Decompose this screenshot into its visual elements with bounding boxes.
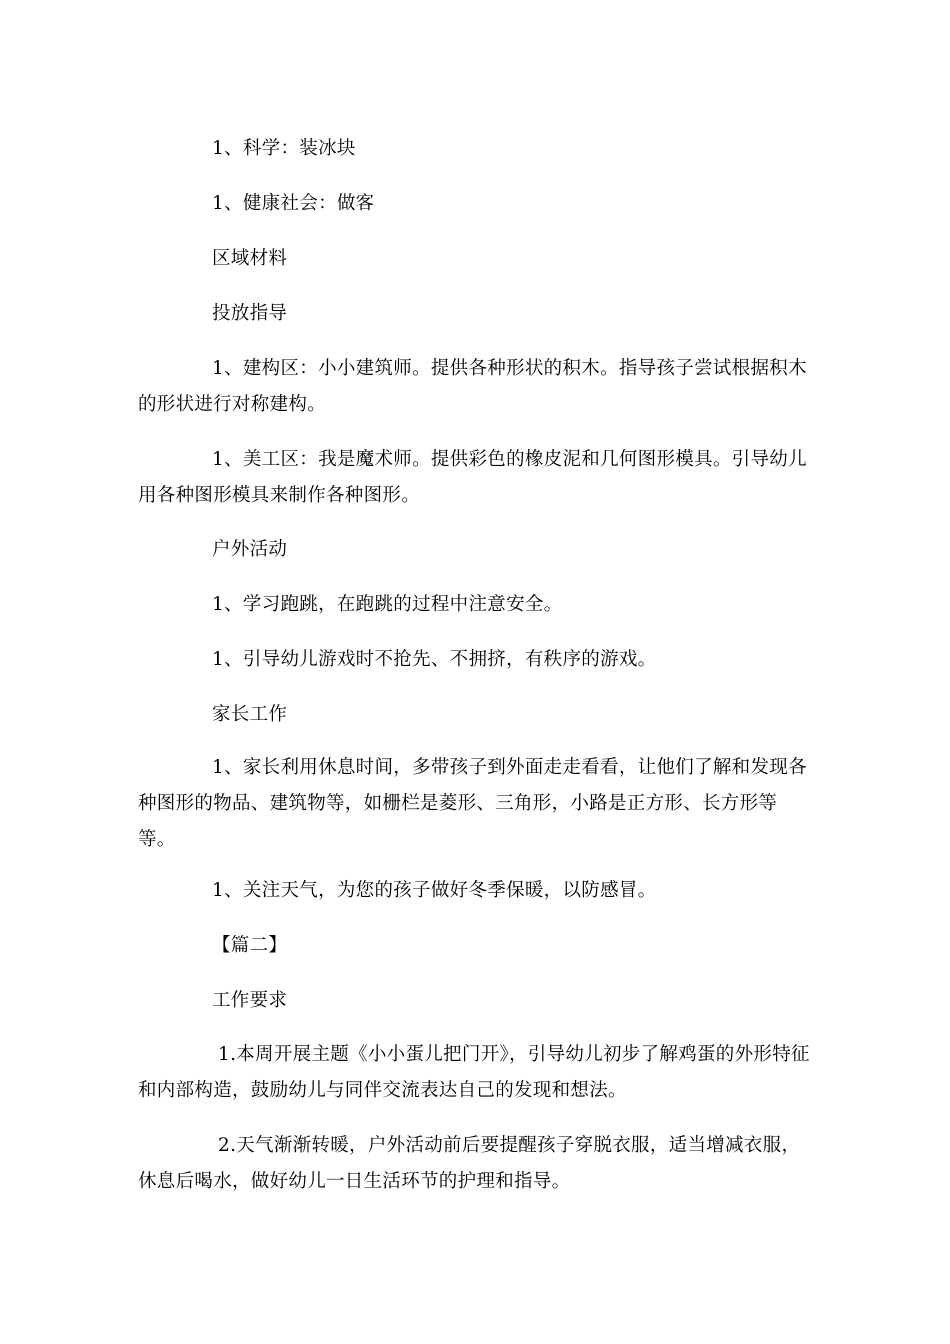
paragraph-game-order: 1、引导幼儿游戏时不抢先、不拥挤，有秩序的游戏。 <box>212 649 657 670</box>
paragraph-construction-area: 1、建构区：小小建筑师。提供各种形状的积木。指导孩子尝试根据积木的形状进行对称建构。 <box>138 358 807 415</box>
paragraph-running-jumping: 1、学习跑跳，在跑跳的过程中注意安全。 <box>212 594 563 615</box>
section-heading-outdoor: 户外活动 <box>212 539 288 560</box>
paragraph-warm-weather: 2.天气渐渐转暖，户外活动前后要提醒孩子穿脱衣服，适当增减衣服，休息后喝水，做好幼儿一日生活环节的护理和指导。 <box>138 1135 801 1192</box>
paragraph-art-area: 1、美工区：我是魔术师。提供彩色的橡皮泥和几何图形模具。引导幼儿用各种图形模具来制作各种图形。 <box>138 449 807 506</box>
section-heading-guidance: 投放指导 <box>212 303 288 324</box>
paragraph-theme-egg: 1.本周开展主题《小小蛋儿把门开》，引导幼儿初步了解鸡蛋的外形特征和内部构造，鼓励幼儿与同伴交流表达自己的发现和想法。 <box>138 1044 810 1101</box>
paragraph-health-social: 1、健康社会：做客 <box>212 193 375 214</box>
section-heading-part-two: 【篇二】 <box>212 935 288 956</box>
paragraph-science: 1、科学：装冰块 <box>212 138 356 159</box>
paragraph-parent-outings: 1、家长利用休息时间，多带孩子到外面走走看看，让他们了解和发现各种图形的物品、建筑物等，如栅栏是菱形、三角形，小路是正方形、长方形等等。 <box>138 757 807 850</box>
paragraph-weather: 1、关注天气，为您的孩子做好冬季保暖，以防感冒。 <box>212 880 657 901</box>
section-heading-work-requirements: 工作要求 <box>212 990 288 1011</box>
section-heading-parent-work: 家长工作 <box>212 704 288 725</box>
section-heading-area-materials: 区域材料 <box>212 248 288 269</box>
